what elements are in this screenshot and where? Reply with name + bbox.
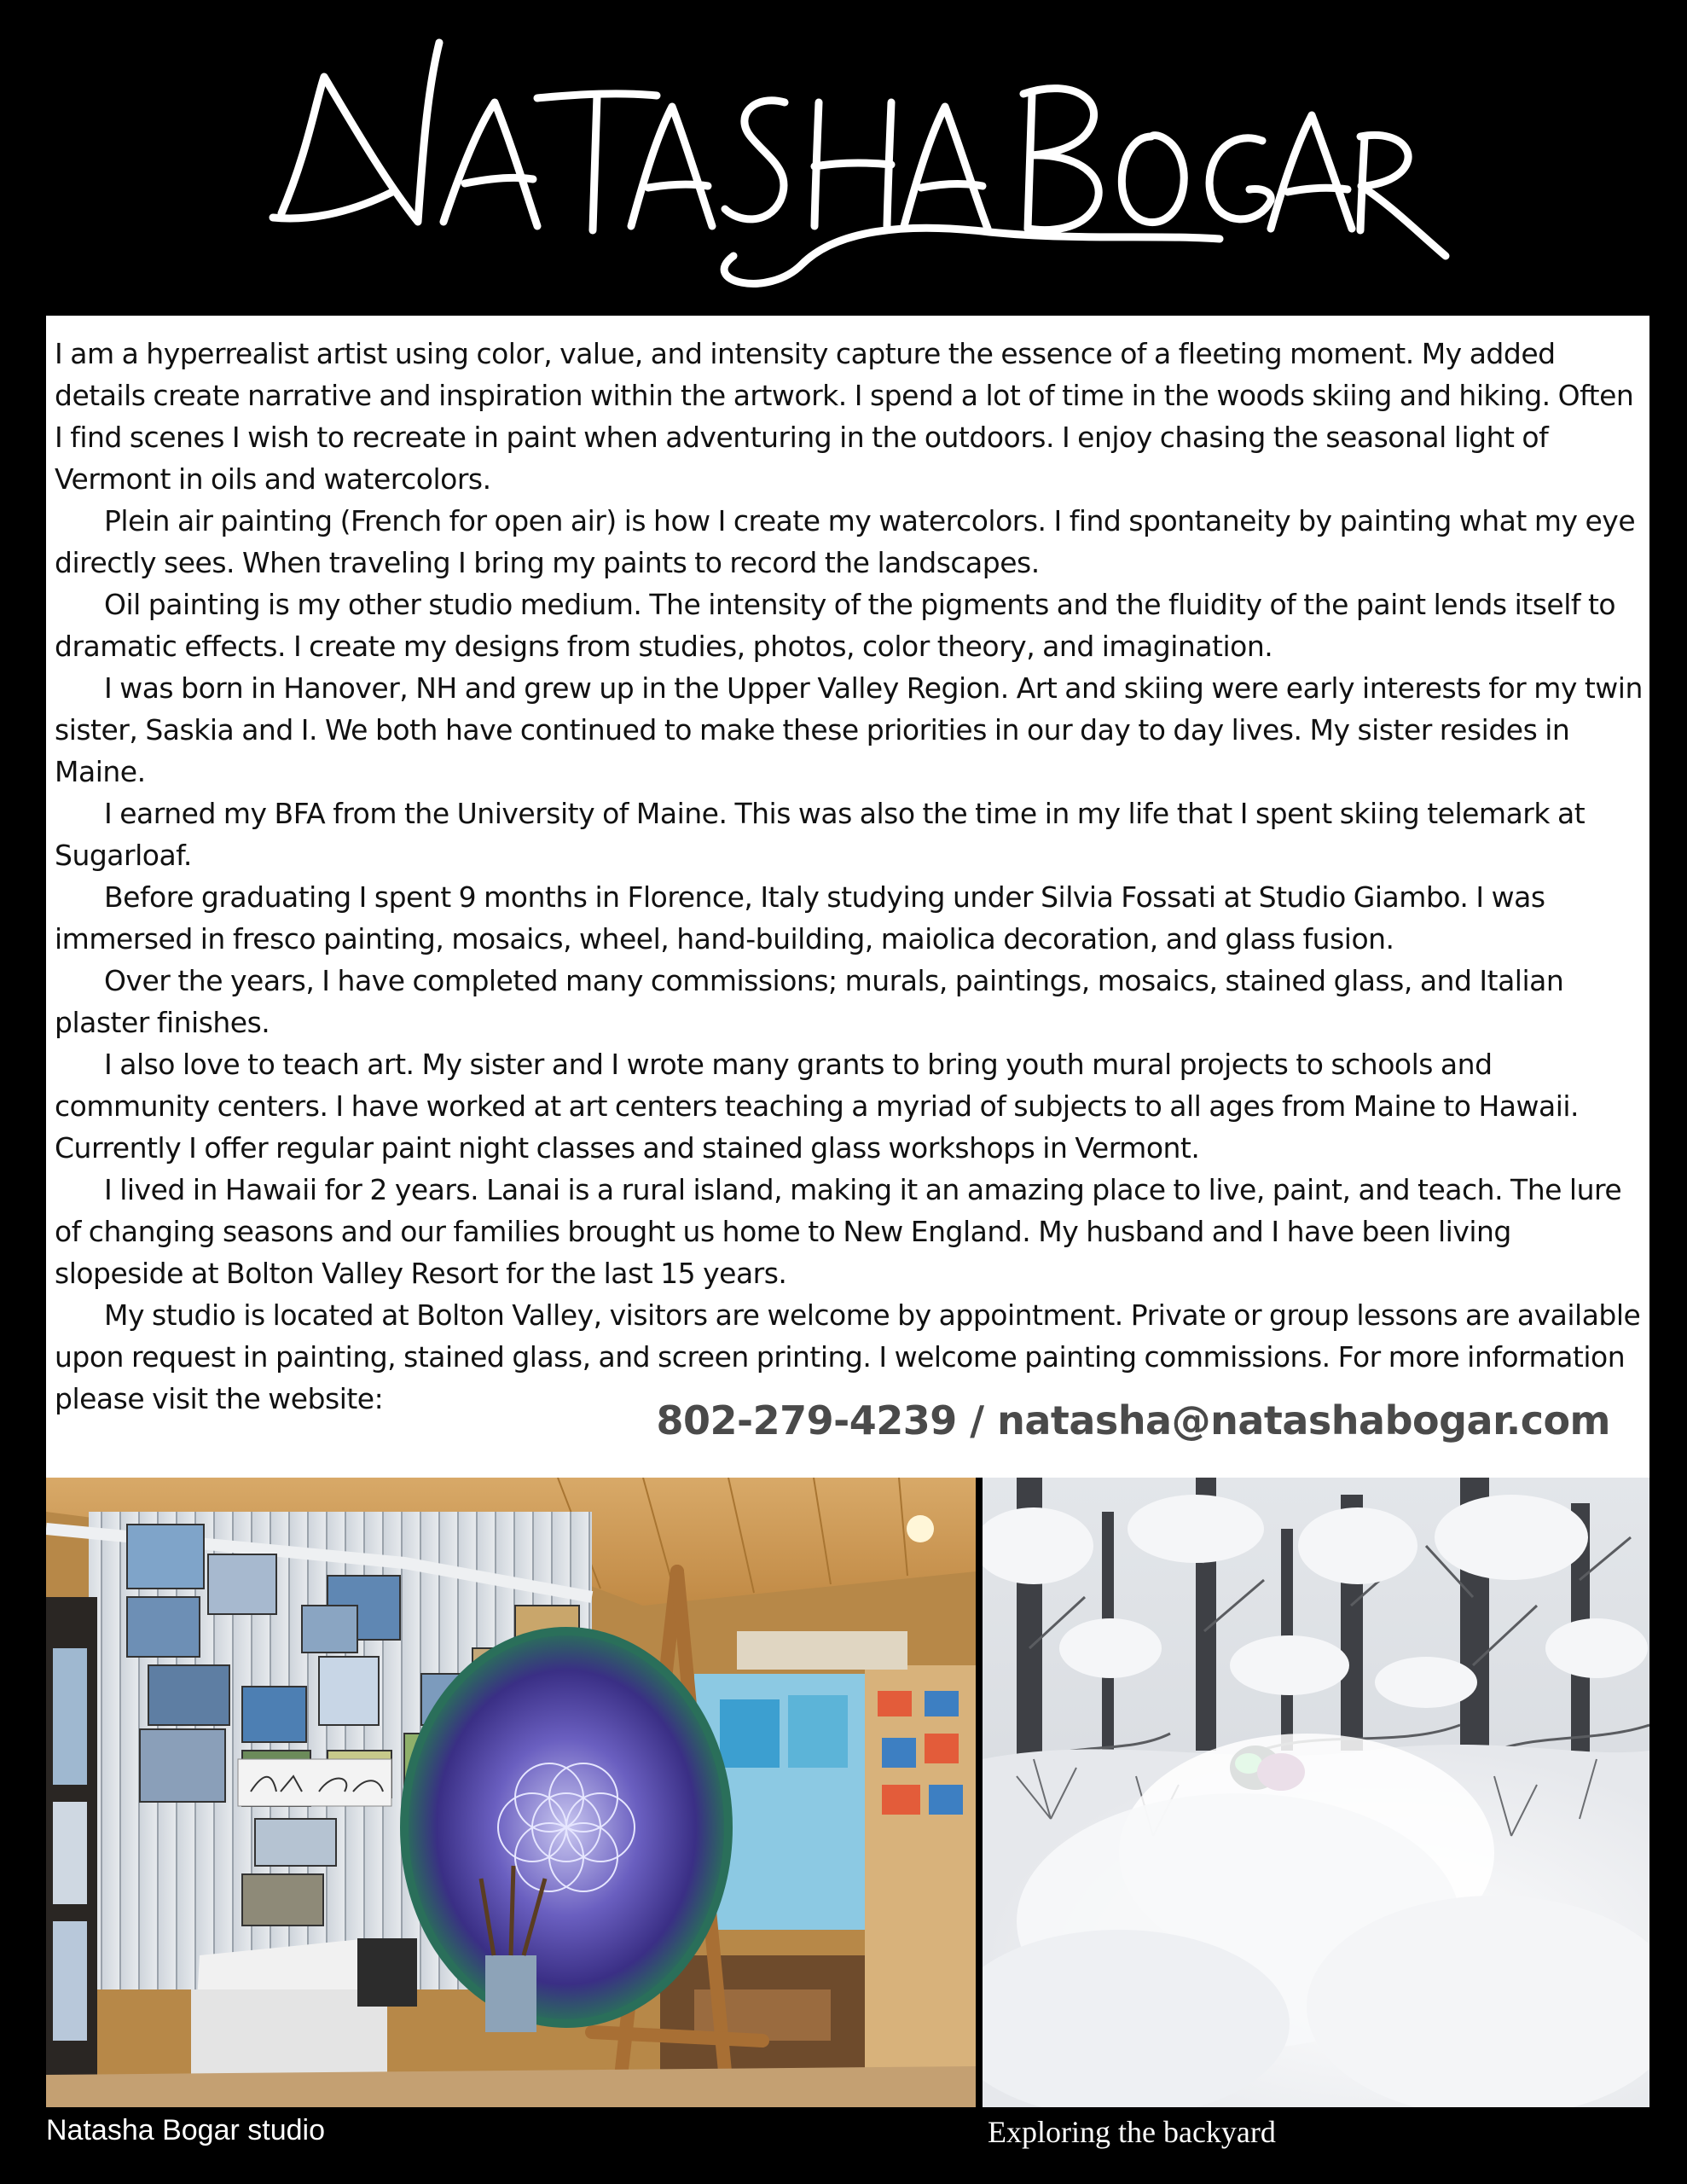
bio-paragraph: I earned my BFA from the University of Maine. This was also the time in my life that I spent skiing telemark at Sugarloaf. [55,797,1586,872]
bio-paragraph: I am a hyperrealist artist using color, value, and intensity capture the essence of a fleeting moment. My added details create narrative and inspiration within the artwork. I spend a lot of time in the woods skiing and hiking. Often I find scenes I wish to recreate in paint when adventuring in the outdoors. I enjoy chasing the seasonal light of Vermont in oils and watercolors. [55,337,1634,496]
bio-paragraph: Over the years, I have completed many commissions; murals, paintings, mosaics, stained glass, and Italian plaster finishes. [55,964,1564,1039]
bio-text [55,333,1643,1420]
signature-logo [256,9,1450,299]
bio-paragraph: Oil painting is my other studio medium. The intensity of the pigments and the fluidity of the paint lends itself to dramatic effects. I create my designs from studies, photos, color theory, and imagination. [55,588,1616,663]
bio-paragraph: I was born in Hanover, NH and grew up in the Upper Valley Region. Art and skiing were early interests for my twin sister, Saskia and I. We both have continued to make these priorities in our day to day lives. My sister resides in Maine. [55,671,1643,788]
studio-photo [46,1478,976,2107]
header [0,0,1687,316]
bio-paragraph: Before graduating I spent 9 months in Florence, Italy studying under Silvia Fossati at Studio Giambo. I was immersed in fresco painting, mosaics, wheel, hand-building, maiolica decoration, and glass fusion. [55,880,1545,956]
bio-paragraph: My studio is located at Bolton Valley, visitors are welcome by appointment. Private or group lessons are available upon request in painting, stained glass, and screen printing. I welcome painting commissions. For more information please visit the website: [55,1298,1641,1415]
bio-paragraph: I also love to teach art. My sister and I wrote many grants to bring youth mural projects to schools and community centers. I have worked at art centers teaching a myriad of subjects to all ages from Maine to Hawaii. Currently I offer regular paint night classes and stained glass workshops in Vermont. [55,1048,1580,1165]
bio-paragraph: I lived in Hawaii for 2 years. Lanai is a rural island, making it an amazing place to live, paint, and teach. The lure of changing seasons and our families brought us home to New England. My husband and I have been living slopeside at Bolton Valley Resort for the last 15 years. [55,1173,1622,1290]
bio-panel [46,316,1649,1478]
bio-paragraph: Plein air painting (French for open air) is how I create my watercolors. I find spontaneity by painting what my eye directly sees. When traveling I bring my paints to record the landscapes. [55,504,1636,579]
snow-caption: Exploring the backyard [988,2115,1276,2149]
studio-caption: Natasha Bogar studio [46,2114,325,2146]
contact-info: 802-279-4239 / natasha@natashabogar.com [656,1397,1610,1443]
snow-photo [983,1478,1649,2107]
